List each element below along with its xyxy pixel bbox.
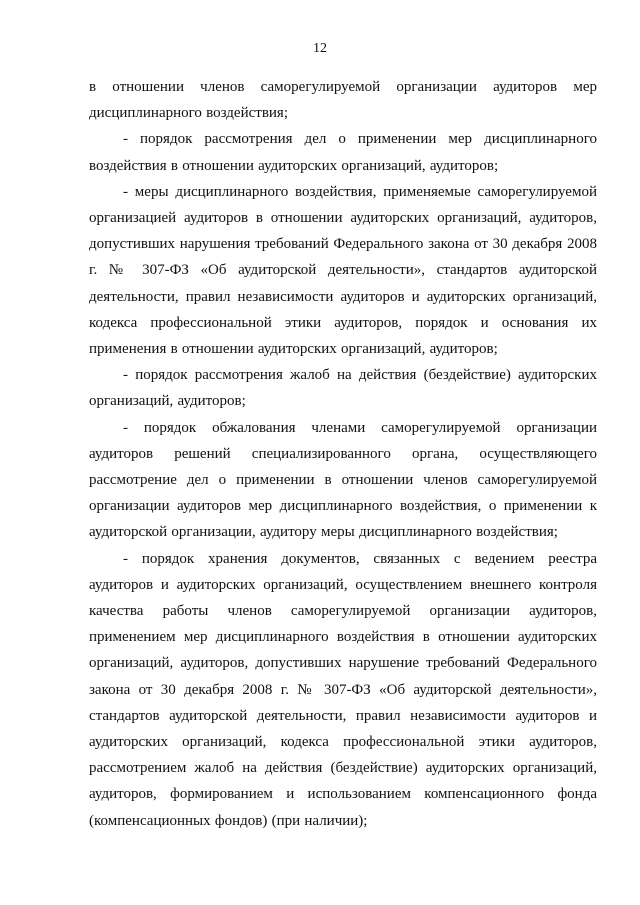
list-item-disciplinary-measures: - меры дисциплинарного воздействия, применяемые саморегулируемой организацией аудиторов в отношении аудиторских организаций, аудиторов, допустивших нарушения требований Федерального закона от 30 декабря 2008 г. № 307-ФЗ «Об аудиторской деятельности», стандартов аудиторской деятельности, правил независимости аудиторов и аудиторских организаций, кодекса профессиональной этики аудиторов, порядок и основания их применения в отношении аудиторских организаций, аудиторов; (89, 183, 597, 358)
list-item-complaints-procedure: - порядок рассмотрения жалоб на действия (бездействие) аудиторских организаций, аудиторов; (89, 367, 597, 410)
paragraph-continuation: в отношении членов саморегулируемой организации аудиторов мер дисциплинарного воздействия; (89, 79, 597, 122)
page-body (89, 74, 597, 834)
list-item-appeal-procedure: - порядок обжалования членами саморегулируемой организации аудиторов решений специализированного органа, осуществляющего рассмотрение дел о применении в отношении членов саморегулируемой организации аудиторов мер дисциплинарного воздействия, о применении к аудиторской организации, аудитору меры дисциплинарного воздействия; (89, 419, 597, 541)
page-number: 12 (313, 41, 327, 56)
list-item-document-storage-procedure: - порядок хранения документов, связанных с ведением реестра аудиторов и аудиторских организаций, осуществлением внешнего контроля качества работы членов саморегулируемой организации аудиторов, применением мер дисциплинарного воздействия в отношении аудиторских организаций, аудиторов, допустивших нарушение требований Федерального закона от 30 декабря 2008 г. № 307-ФЗ «Об аудиторской деятельности», стандартов аудиторской деятельности, правил независимости аудиторов и аудиторских организаций, кодекса профессиональной этики аудиторов, рассмотрением жалоб на действия (бездействие) аудиторских организаций, аудиторов, формированием и использованием компенсационного фонда (компенсационных фондов) (при наличии); (89, 550, 597, 829)
list-item-case-review-procedure: - порядок рассмотрения дел о применении мер дисциплинарного воздействия в отношении аудиторских организаций, аудиторов; (89, 131, 597, 174)
